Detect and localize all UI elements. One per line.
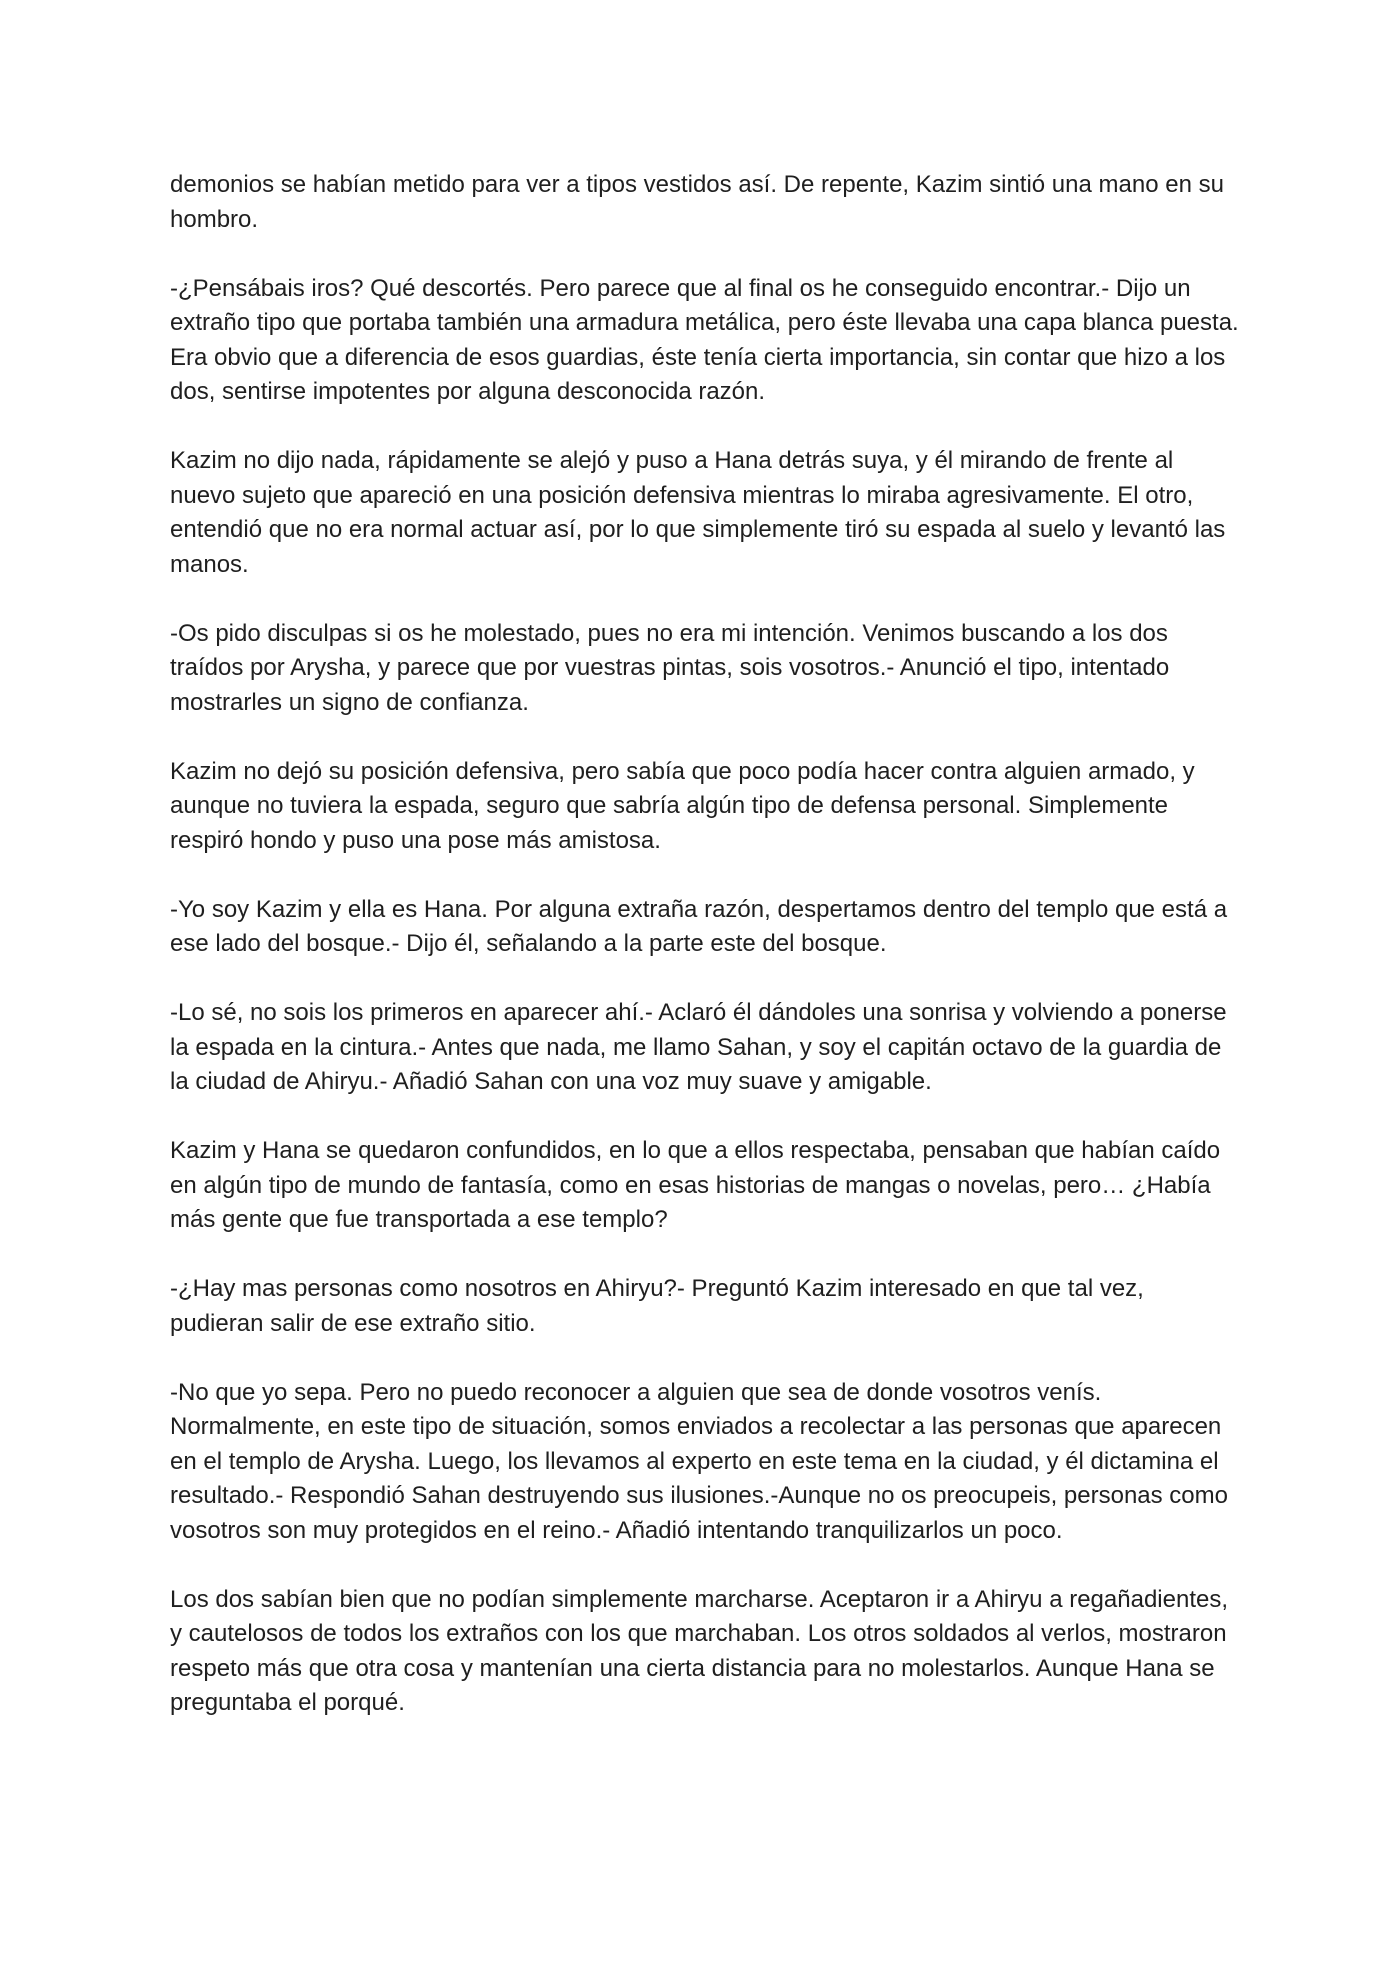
paragraph: demonios se habían metido para ver a tipos vestidos así. De repente, Kazim sintió una mano en su hombro. <box>170 171 1224 233</box>
paragraph: -No que yo sepa. Pero no puedo reconocer a alguien que sea de donde vosotros venís. Normalmente, en este tipo de situación, somos enviados a recolectar a las personas que aparecen en el templo de Arysha. Luego, los llevamos al experto en este tema en la ciudad, y él dictamina el resultado.- Respondió Sahan destruyendo sus ilusiones.-Aunque no os preocupeis, personas como vosotros son muy protegidos en el reino.- Añadió intentando tranquilizarlos un poco. <box>170 1378 1228 1544</box>
paragraph: Kazim y Hana se quedaron confundidos, en lo que a ellos respectaba, pensaban que habían caído en algún tipo de mundo de fantasía, como en esas historias de mangas o novelas, pero… ¿Había más gente que fue transportada a ese templo? <box>170 1137 1221 1233</box>
paragraph: -Lo sé, no sois los primeros en aparecer ahí.- Aclaró él dándoles una sonrisa y volviendo a ponerse la espada en la cintura.- Antes que nada, me llamo Sahan, y soy el capitán octavo de la guardia de la ciudad de Ahiryu.- Añadió Sahan con una voz muy suave y amigable. <box>170 999 1227 1095</box>
paragraph: -¿Pensábais iros? Qué descortés. Pero parece que al final os he conseguido encontrar.- Dijo un extraño tipo que portaba también una armadura metálica, pero éste llevaba una capa blanca puesta. Era obvio que a diferencia de esos guardias, éste tenía cierta importancia, sin contar que hizo a los dos, sentirse impotentes por alguna desconocida razón. <box>170 274 1239 405</box>
paragraph: Kazim no dijo nada, rápidamente se alejó y puso a Hana detrás suya, y él mirando de frente al nuevo sujeto que apareció en una posición defensiva mientras lo miraba agresivamente. El otro, entendió que no era normal actuar así, por lo que simplemente tiró su espada al suelo y levantó las manos. <box>170 447 1226 578</box>
paragraph: Kazim no dejó su posición defensiva, pero sabía que poco podía hacer contra alguien armado, y aunque no tuviera la espada, seguro que sabría algún tipo de defensa personal. Simplemente respiró hondo y puso una pose más amistosa. <box>170 757 1195 854</box>
paragraph: -Yo soy Kazim y ella es Hana. Por alguna extraña razón, despertamos dentro del templo que está a ese lado del bosque.- Dijo él, señalando a la parte este del bosque. <box>170 895 1228 957</box>
document-body <box>170 168 1240 1755</box>
paragraph: -¿Hay mas personas como nosotros en Ahiryu?- Preguntó Kazim interesado en que tal vez, pudieran salir de ese extraño sitio. <box>170 1275 1144 1337</box>
paragraph: Los dos sabían bien que no podían simplemente marcharse. Aceptaron ir a Ahiryu a regañadientes, y cautelosos de todos los extraños con los que marchaban. Los otros soldados al verlos, mostraron respeto más que otra cosa y mantenían una cierta distancia para no molestarlos. Aunque Hana se preguntaba el porqué. <box>170 1585 1229 1716</box>
paragraph: -Os pido disculpas si os he molestado, pues no era mi intención. Venimos buscando a los dos traídos por Arysha, y parece que por vuestras pintas, sois vosotros.- Anunció el tipo, intentado mostrarles un signo de confianza. <box>170 619 1170 716</box>
